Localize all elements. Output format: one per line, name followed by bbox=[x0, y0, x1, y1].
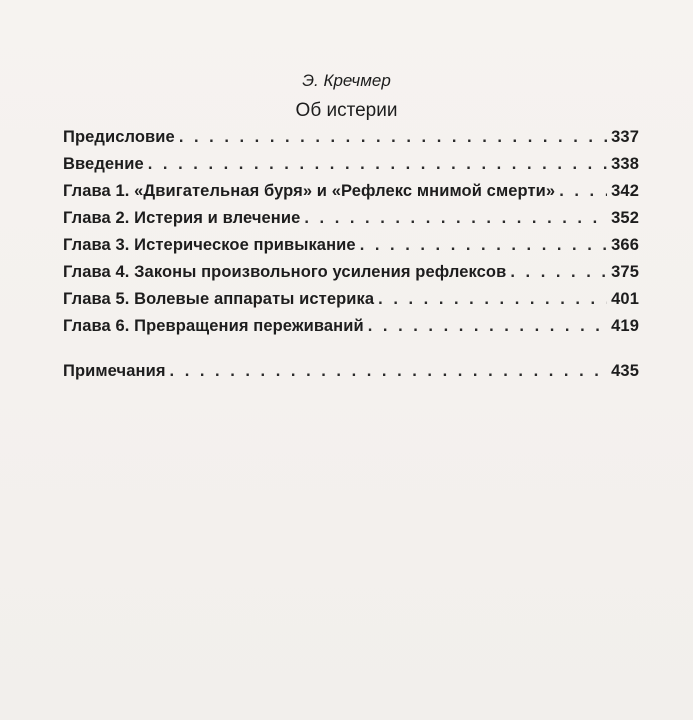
toc-entry-page: 352 bbox=[611, 209, 639, 227]
toc-entry bbox=[63, 263, 639, 290]
toc-entry-title: Глава 1. «Двигательная буря» и «Рефлекс мнимой смерти» bbox=[63, 182, 556, 200]
toc-entry bbox=[63, 236, 639, 263]
toc-entry-title: Глава 4. Законы произвольного усиления рефлексов bbox=[63, 263, 507, 281]
toc-entry bbox=[63, 128, 639, 155]
book-title: Об истерии bbox=[295, 100, 398, 121]
dot-leader bbox=[510, 263, 607, 282]
show-through-text bbox=[480, 40, 483, 52]
toc-entry-page: 366 bbox=[611, 236, 639, 254]
toc-entry bbox=[63, 155, 639, 182]
toc-entry-title: Предисловие bbox=[63, 128, 175, 146]
dot-leader bbox=[148, 155, 607, 174]
toc-entry bbox=[63, 182, 639, 209]
toc-entry-title: Глава 6. Превращения переживаний bbox=[63, 317, 364, 335]
toc-entry-page: 338 bbox=[611, 155, 639, 173]
toc-entry bbox=[63, 209, 639, 236]
toc-entry-title: Глава 5. Волевые аппараты истерика bbox=[63, 290, 375, 308]
toc-entry-page: 419 bbox=[611, 317, 639, 335]
dot-leader bbox=[368, 317, 607, 336]
toc-entry-title: Глава 2. Истерия и влечение bbox=[63, 209, 301, 227]
toc-entry-page: 435 bbox=[611, 362, 639, 380]
dot-leader bbox=[170, 362, 608, 381]
dot-leader bbox=[360, 236, 607, 255]
toc-entry-page: 401 bbox=[611, 290, 639, 308]
toc-entry-title: Введение bbox=[63, 155, 144, 173]
toc-entry-title: Глава 3. Истерическое привыкание bbox=[63, 236, 356, 254]
table-of-contents bbox=[63, 128, 639, 389]
dot-leader bbox=[304, 209, 607, 228]
toc-entry-page: 337 bbox=[611, 128, 639, 146]
page-header bbox=[0, 70, 693, 124]
toc-entry-page: 342 bbox=[611, 182, 639, 200]
toc-entry-page: 375 bbox=[611, 263, 639, 281]
author-name: Э. Кречмер bbox=[302, 71, 391, 90]
toc-entry-title: Примечания bbox=[63, 362, 166, 380]
toc-entry bbox=[63, 317, 639, 344]
section-gap bbox=[63, 344, 639, 362]
dot-leader bbox=[179, 128, 607, 147]
dot-leader bbox=[559, 182, 607, 201]
dot-leader bbox=[378, 290, 607, 309]
toc-entry-notes bbox=[63, 362, 639, 389]
toc-entry bbox=[63, 290, 639, 317]
